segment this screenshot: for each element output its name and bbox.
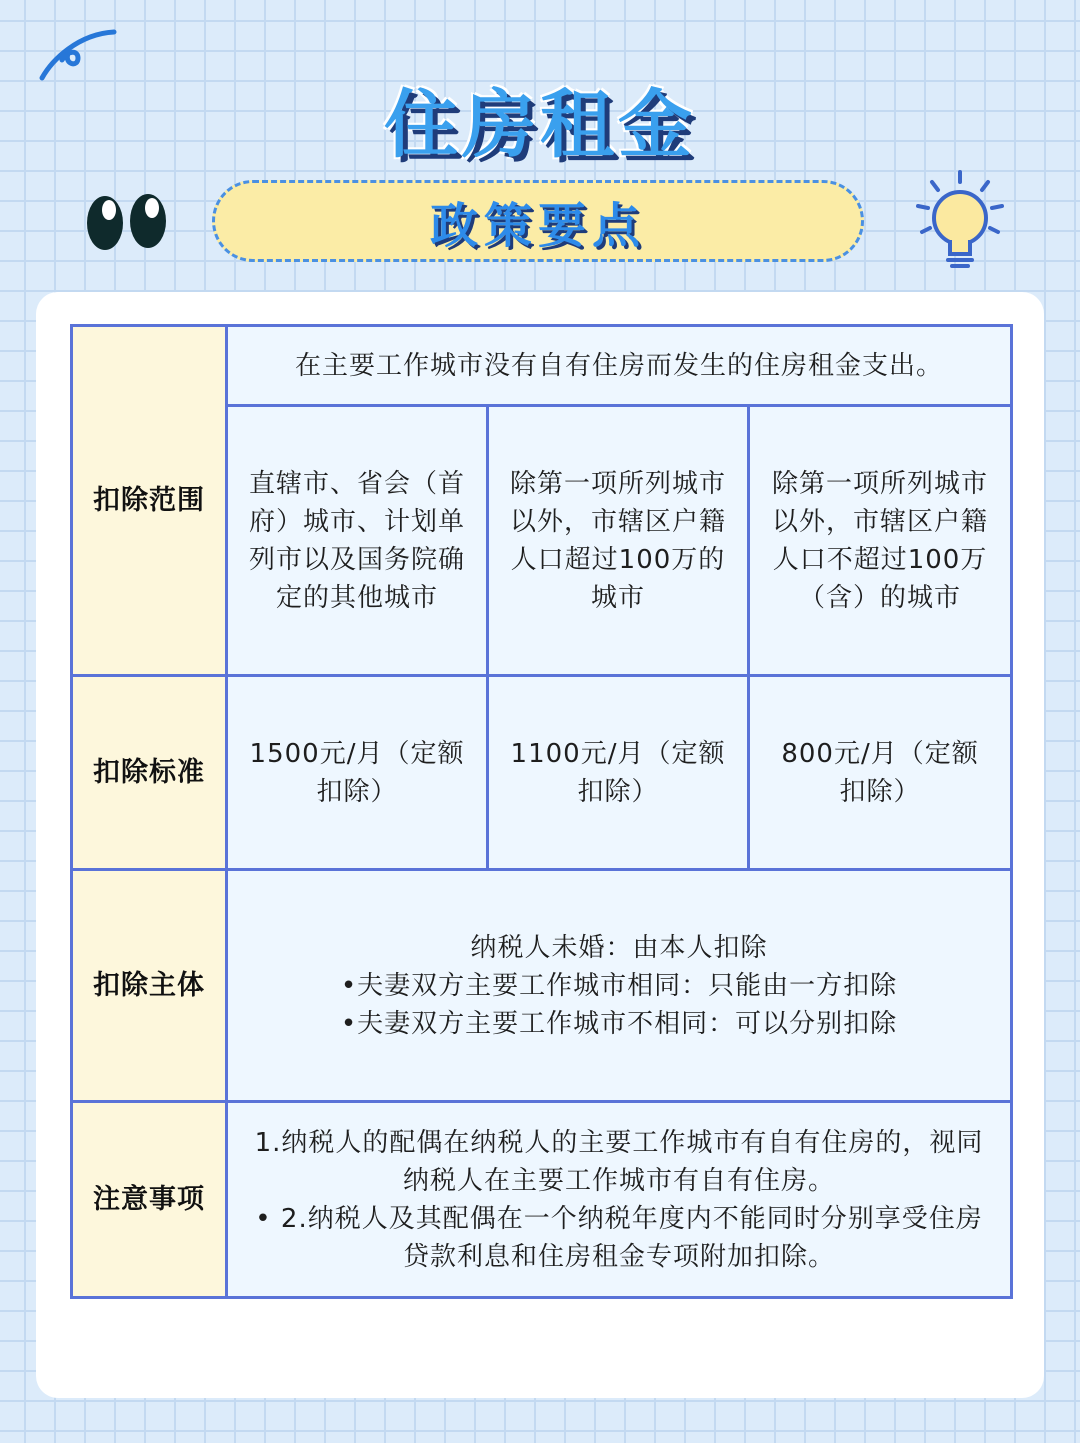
standard-tier-1: 1500元/月（定额扣除） bbox=[227, 676, 488, 870]
row-label-scope: 扣除范围 bbox=[72, 326, 227, 676]
row-label-standard: 扣除标准 bbox=[72, 676, 227, 870]
scope-tier-1: 直辖市、省会（首府）城市、计划单列市以及国务院确定的其他城市 bbox=[227, 406, 488, 676]
table-row bbox=[72, 326, 1012, 406]
eyes-icon bbox=[84, 192, 172, 254]
row-label-notes: 注意事项 bbox=[72, 1102, 227, 1298]
standard-tier-2: 1100元/月（定额扣除） bbox=[488, 676, 749, 870]
scope-summary: 在主要工作城市没有自有住房而发生的住房租金支出。 bbox=[227, 326, 1012, 406]
subtitle-text: 政策要点 bbox=[429, 197, 646, 254]
notes-line-2: • 2.纳税人及其配偶在一个纳税年度内不能同时分别享受住房贷款利息和住房租金专项附加扣除。 bbox=[255, 1203, 983, 1272]
scope-tier-2: 除第一项所列城市以外，市辖区户籍人口超过100万的城市 bbox=[488, 406, 749, 676]
table-row bbox=[72, 1102, 1012, 1298]
notes-line-1: 1.纳税人的配偶在纳税人的主要工作城市有自有住房的，视同纳税人在主要工作城市有自有住房。 bbox=[254, 1127, 984, 1196]
table-row bbox=[72, 870, 1012, 1102]
notes-cell bbox=[227, 1102, 1012, 1298]
subject-cell bbox=[227, 870, 1012, 1102]
standard-tier-3: 800元/月（定额扣除） bbox=[749, 676, 1012, 870]
lightbulb-icon bbox=[910, 166, 1010, 272]
policy-table bbox=[70, 324, 1013, 1299]
row-label-subject: 扣除主体 bbox=[72, 870, 227, 1102]
subject-line-3: •夫妻双方主要工作城市不相同：可以分别扣除 bbox=[340, 1008, 898, 1039]
subtitle-banner bbox=[212, 180, 864, 262]
page-title: 住房租金 bbox=[384, 82, 696, 168]
subject-line-1: 纳税人未婚：由本人扣除 bbox=[470, 932, 768, 963]
scope-tier-3: 除第一项所列城市以外，市辖区户籍人口不超过100万（含）的城市 bbox=[749, 406, 1012, 676]
subject-line-2: •夫妻双方主要工作城市相同：只能由一方扣除 bbox=[340, 970, 898, 1001]
table-row bbox=[72, 676, 1012, 870]
